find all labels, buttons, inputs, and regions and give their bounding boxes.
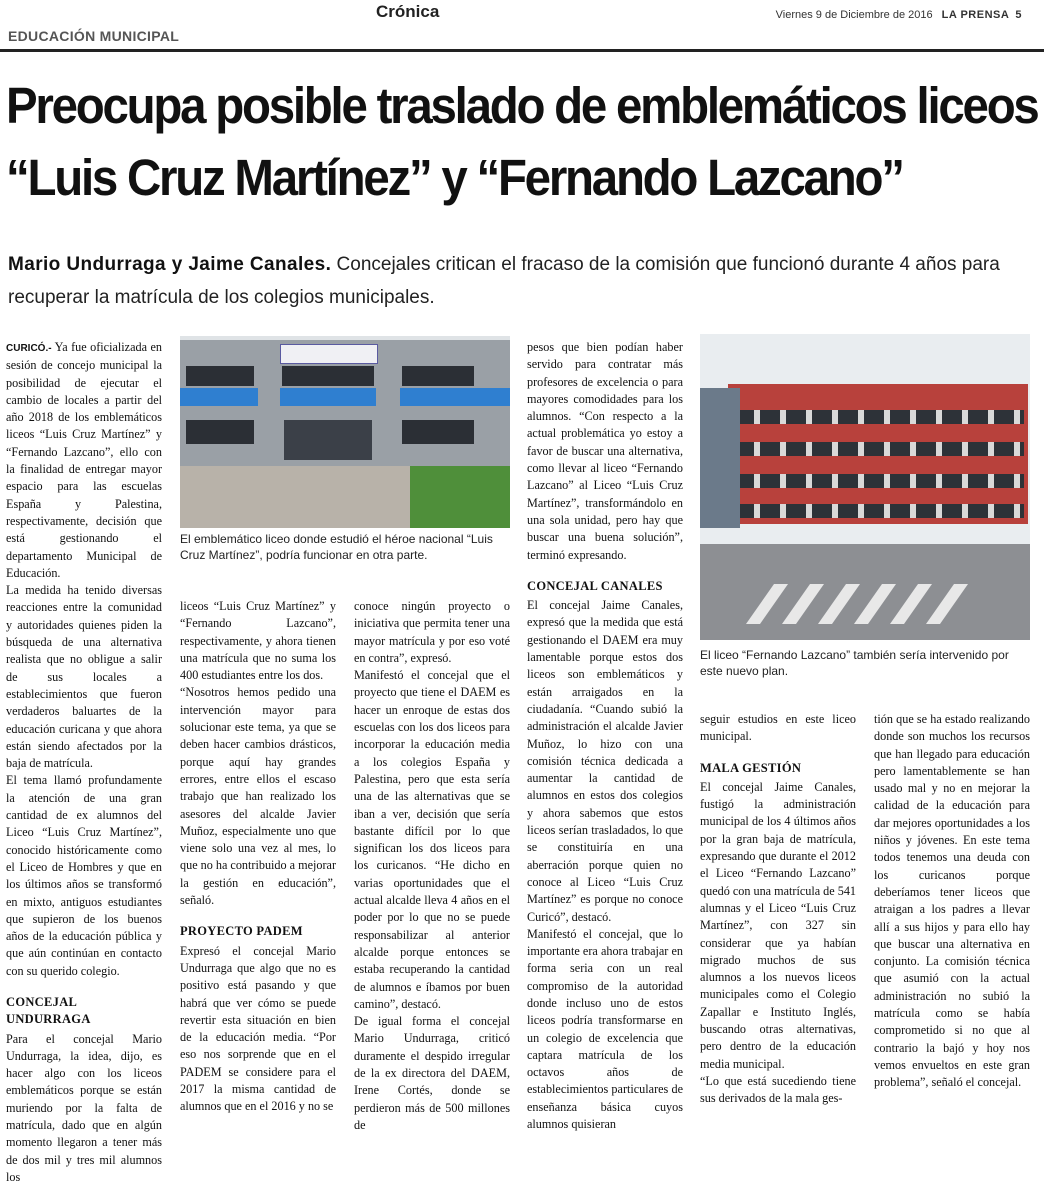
subhead-concejal-canales: CONCEJAL CANALES (527, 578, 663, 593)
dek (8, 248, 1038, 314)
column-1 (6, 339, 162, 1186)
paragraph: liceos “Luis Cruz Martínez” y “Fernando Lazcano”, respectivamente, y ahora tienen una matrícula que no suma los 400 estudiantes entre los dos. (180, 599, 336, 683)
paragraph: De igual forma el concejal Mario Undurraga, criticó duramente el despido irregular de la ex directora del DAEM, Irene Cortés, donde se perdieron más de 500 millones de (354, 1014, 510, 1132)
headline-line-1: Preocupa posible traslado de emblemáticos liceos (6, 77, 1038, 134)
paragraph: tión que se ha estado realizando donde son muchos los recursos que han llegado para educación pero lamentablemente se han usado mal y no en mejorar la calidad de la educación para dar mejores oportunidades a los niños y jóvenes. En este tema todos tenemos una deuda con los curicanos porque deberíamos tener liceos que atraigan a los padres a llevar allí a sus hijos y para ello hay que buscar una alternativa en conjunto. La comisión técnica que asumió con la actual administración no subió la matrícula como se había comprometido si no que al contrario la bajó y hoy nos vemos envueltos en este gran problema”, señaló el concejal. (874, 712, 1030, 1090)
paragraph: Manifestó el concejal que el proyecto que tiene el DAEM es hacer un enroque de estas dos escuelas con los dos liceos para incorporar la educación media a los colegios España y Palestina, pero que esta sería una de las alternativas que se iban a ver, decisión que sería bastante difícil por lo que significan los dos liceos para los curicanos. “He dicho en varias oportunidades que el actual alcalde lleva 4 años en el poder por lo que no se puede responsabilizar al anterior alcalde porque entonces se estaba recuperando la cantidad de alumnos e íbamos por buen camino”, destacó. (354, 668, 510, 1011)
page-number: 5 (1015, 9, 1022, 21)
photo-2-caption: El liceo “Fernando Lazcano” también sería intervenido por este nuevo plan. (700, 648, 1009, 678)
page-info (776, 9, 1022, 21)
masthead: Crónica (376, 2, 440, 21)
headline (6, 70, 1038, 214)
column-3 (354, 598, 510, 1134)
paragraph (6, 339, 162, 582)
column-4 (527, 339, 683, 1133)
paragraph: “Nosotros hemos pedido una intervención mayor para solucionar este tema, ya que se deben hacer cambios drásticos, porque aquí hay grandes errores, entre ellos el escaso trabajo que han realizado los asesores del alcalde Javier Muñoz, especialmente uno que viene solo una vez al mes, lo que no ha contribuido a mejorar la gestión en educación”, señaló. (180, 685, 337, 908)
dek-lead: Mario Undurraga y Jaime Canales. (8, 254, 332, 275)
column-5 (700, 711, 856, 1108)
paragraph: conoce ningún proyecto o iniciativa que permita tener una mayor matrícula y por eso voté en contra”, expresó. (354, 599, 510, 665)
column-6 (874, 711, 1030, 1092)
paragraph: Para el concejal Mario Undurraga, la idea, dijo, es hacer algo con los liceos emblemáticos porque se están muriendo por la falta de matrícula, dado que en algún momento llegaron a tener más de dos mil y tres mil alumnos los (6, 1031, 162, 1184)
paragraph: El tema llamó profundamente la atención de una gran cantidad de ex alumnos del Liceo “Luis Cruz Martínez”, conocido históricamente como el Liceo de Hombres y que en los últimos años se transformó en mixto, antiguos estudiantes que supieron de los buenos años de la educación pública y que aún continúan en contacto con su querido colegio. (6, 773, 162, 978)
issue-date: Viernes 9 de Diciembre de 2016 (775, 9, 933, 21)
header-rule (0, 49, 1044, 52)
subhead-mala-gestion: MALA GESTIÓN (700, 760, 802, 775)
headline-line-2: “Luis Cruz Martínez” y “Fernando Lazcano” (6, 149, 903, 206)
paragraph: El concejal Jaime Canales, expresó que la medida que está gestionando el DAEM era muy lamentable porque estos dos liceos son emblemáticos y están arraigados en la ciudadanía. “Cuando subió la administración el alcalde Javier Muñoz, lo hizo con una comisión técnica dedicada a aumentar la cantidad de alumnos en estos dos colegios y ahora sabemos que estos liceos serían trasladados, lo que se constituiría en una aberración porque quien no conoce al Liceo “Luis Cruz Martínez” es porque no conoce Curicó”, destacó. (527, 598, 683, 924)
photo-1-caption: El emblemático liceo donde estudió el héroe nacional “Luis Cruz Martínez”, podría funcionar en otra parte. (180, 532, 493, 562)
paragraph: seguir estudios en este liceo municipal. (700, 712, 856, 744)
paragraph: “Lo que está sucediendo tiene sus derivados de la mala ges- (700, 1073, 856, 1106)
dateline: CURICÓ.- (6, 343, 52, 354)
column-2 (180, 598, 336, 1116)
paragraph: La medida ha tenido diversas reacciones entre la comunidad y autoridades quienes piden la búsqueda de una alternativa realista que no obligue a salir de sus locales a establecimientos que fueron verdaderos baluartes de la educación curicana y que ahora están siendo afectados por la baja de matrícula. (6, 583, 162, 771)
subhead-concejal-undurraga: CONCEJAL UNDURRAGA (6, 994, 91, 1027)
dek-text: Concejales critican el fracaso de la comisión que funcionó durante 4 años para recuperar la matrícula de los colegios municipales. (8, 254, 1000, 308)
page-header (0, 0, 1044, 48)
paragraph: pesos que bien podían haber servido para contratar más profesores de excelencia o para mayores comodidades para los alumnos. “Con respecto a la actual problemática yo estoy a favor de buscar una alternativa, como llevar al liceo “Fernando Lazcano” al Liceo “Luis Cruz Martínez”, transformándolo en una sola unidad, pero hay que buscar una buena solución”, terminó expresando. (527, 340, 683, 562)
paragraph: El concejal Jaime Canales, fustigó la administración municipal de los 4 últimos años por la gran baja de matrícula, expresando que durante el 2012 el Liceo “Fernando Lazcano” quedó con una matrícula de 541 alumnas y el Liceo “Luis Cruz Martínez”, con 327 sin considerar que ya habían migrado muchos de sus alumnos a los nuevos liceos municipales como el Colegio Zapallar e Instituto Inglés, buscando otras alternativas, pero dentro de la educación media municipal. (700, 779, 857, 1071)
paragraph-text: Ya fue oficializada en sesión de concejo municipal la posibilidad de ejecutar el cambio de locales a partir del año 2018 de los emblemáticos liceos “Luis Cruz Martínez” y “Fernando Lazcano”, ello con la finalidad de entregar mayor espacio para las escuelas España y Palestina, respectivamente, decisión que está gestionando el departamento Municipal de Educación. (6, 340, 162, 580)
paragraph: Manifestó el concejal, que lo importante era ahora trabajar en forma seria con un real compromiso de la autoridad donde incluso uno de estos liceos podría transformarse en un colegio de excelencia que captara matrícula de los octavos años de establecimientos particulares de enseñanza básica cuyos alumnos quisieran (527, 926, 683, 1132)
photo-liceo-fernando-lazcano (700, 334, 1030, 640)
publication-name: LA PRENSA (941, 9, 1010, 21)
photo-liceo-luis-cruz-martinez (180, 336, 510, 528)
paragraph: Expresó el concejal Mario Undurraga que algo que no es positivo está pasando y que habrá que ver cómo se puede revertir esta situación en bien de la educación media. “Por eso nos sorprende que en el PADEM se considere para el 2017 la misma cantidad de alumnos que en el 2016 y no se (180, 943, 336, 1114)
section-label: EDUCACIÓN MUNICIPAL (8, 28, 180, 44)
subhead-proyecto-padem: PROYECTO PADEM (180, 924, 303, 939)
